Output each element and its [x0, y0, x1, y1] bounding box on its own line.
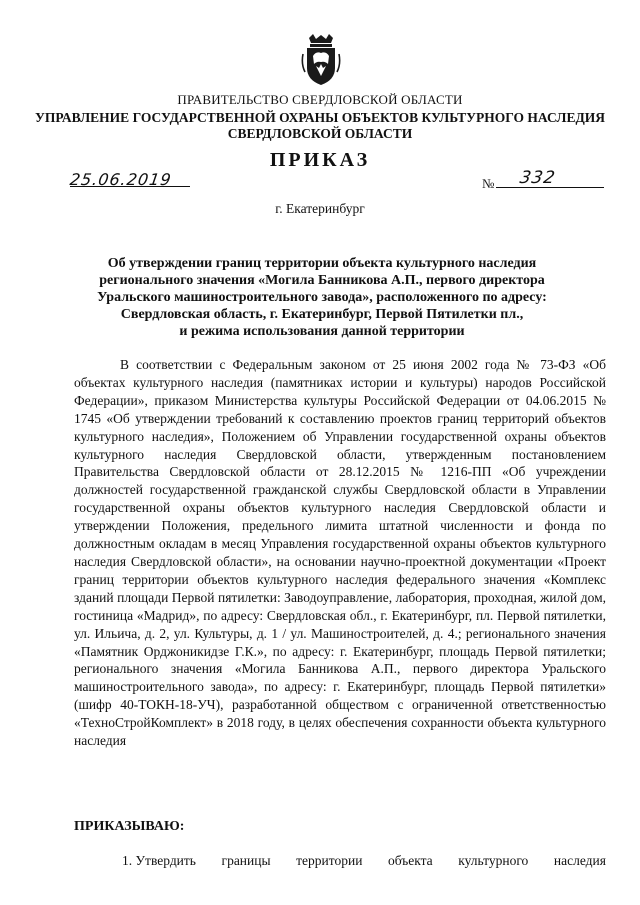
sverdlovsk-coat-of-arms-icon	[301, 34, 341, 86]
document-subject	[80, 255, 564, 340]
subject-line: Об утверждении границ территории объекта культурного наследия	[107, 256, 537, 271]
document-date: 25.06.2019	[68, 170, 173, 189]
number-underline	[496, 187, 604, 188]
subject-line: Свердловская область, г. Екатеринбург, Первой Пятилетки пл.,	[120, 307, 524, 322]
date-underline	[70, 186, 190, 187]
department-name-line1: УПРАВЛЕНИЕ ГОСУДАРСТВЕННОЙ ОХРАНЫ ОБЪЕКТОВ КУЛЬТУРНОГО НАСЛЕДИЯ	[34, 110, 606, 125]
document-body	[74, 356, 606, 750]
city: г. Екатеринбург	[275, 201, 365, 216]
item-word: границы	[221, 853, 271, 868]
item-word: территории	[296, 853, 363, 868]
number-label: №	[482, 176, 495, 191]
decree-heading: ПРИКАЗЫВАЮ:	[74, 819, 185, 834]
decree-item-1	[122, 853, 606, 869]
document-number: 332	[518, 168, 558, 188]
document-type-title: ПРИКАЗ	[269, 149, 371, 171]
item-word: наследия	[553, 853, 606, 868]
subject-line: и режима использования данной территории	[179, 324, 465, 339]
department-name-line2: СВЕРДЛОВСКОЙ ОБЛАСТИ	[227, 126, 413, 141]
item-word: 1. Утвердить	[122, 853, 196, 868]
item-word: культурного	[458, 853, 529, 868]
preamble-paragraph: В соответствии с Федеральным законом от 25 июня 2002 года № 73-ФЗ «Об объектах культурного наследия (памятниках истории и культуры) народов Российской Федерации», приказом Министерства культуры Российской Федерации от 04.06.2015 № 1745 «Об утверждении требований к составлению проектов границ территорий объектов культурного наследия», Положением об Управлении государственной охраны объектов культурного наследия Свердловской области, утвержденным постановлением Правительства Свердловской области от 28.12.2015 № 1216-ПП «Об учреждении должностей государственной гражданской службы Свердловской области в Управлении государственной охраны объектов культурного наследия Свердловской области и утверждении Положения, предельного лимита штатной численности и фонда по должностным окладам в месяц Управления государственной охраны объектов культурного наследия Свердловской области», на основании научно-проектной документации «Проект границ территории объектов культурного наследия федерального значения «Комплекс зданий площади Первой пятилетки: Заводоуправление, лаборатория, проходная, жилой дом, гостиница «Мадрид», по адресу: Свердловская обл., г. Екатеринбург, пл. Первой пятилетки, ул. Ильича, д. 2, ул. Культуры, д. 1 / ул. Машиностроителей, д. 4.; регионального значения «Памятник Орджоникидзе Г.К.», по адресу: г. Екатеринбург, площадь Первой пятилетки; регионального значения «Могила Банникова А.П., первого директора Уральского машиностроительного завода», по адресу: г. Екатеринбург, площадь Первой пятилетки» (шифр 40-ТОКН-18-УЧ), разработанной обществом с ограниченной ответственностью «ТехноСтройКомплект» в 2018 году, в целях обеспечения сохранности объекта культурного наследия	[74, 357, 606, 749]
subject-line: регионального значения «Могила Банникова А.П., первого директора	[99, 273, 545, 288]
item-word: объекта	[387, 853, 433, 868]
government-name: ПРАВИТЕЛЬСТВО СВЕРДЛОВСКОЙ ОБЛАСТИ	[177, 92, 463, 107]
subject-line: Уральского машиностроительного завода», расположенного по адресу:	[97, 290, 547, 305]
